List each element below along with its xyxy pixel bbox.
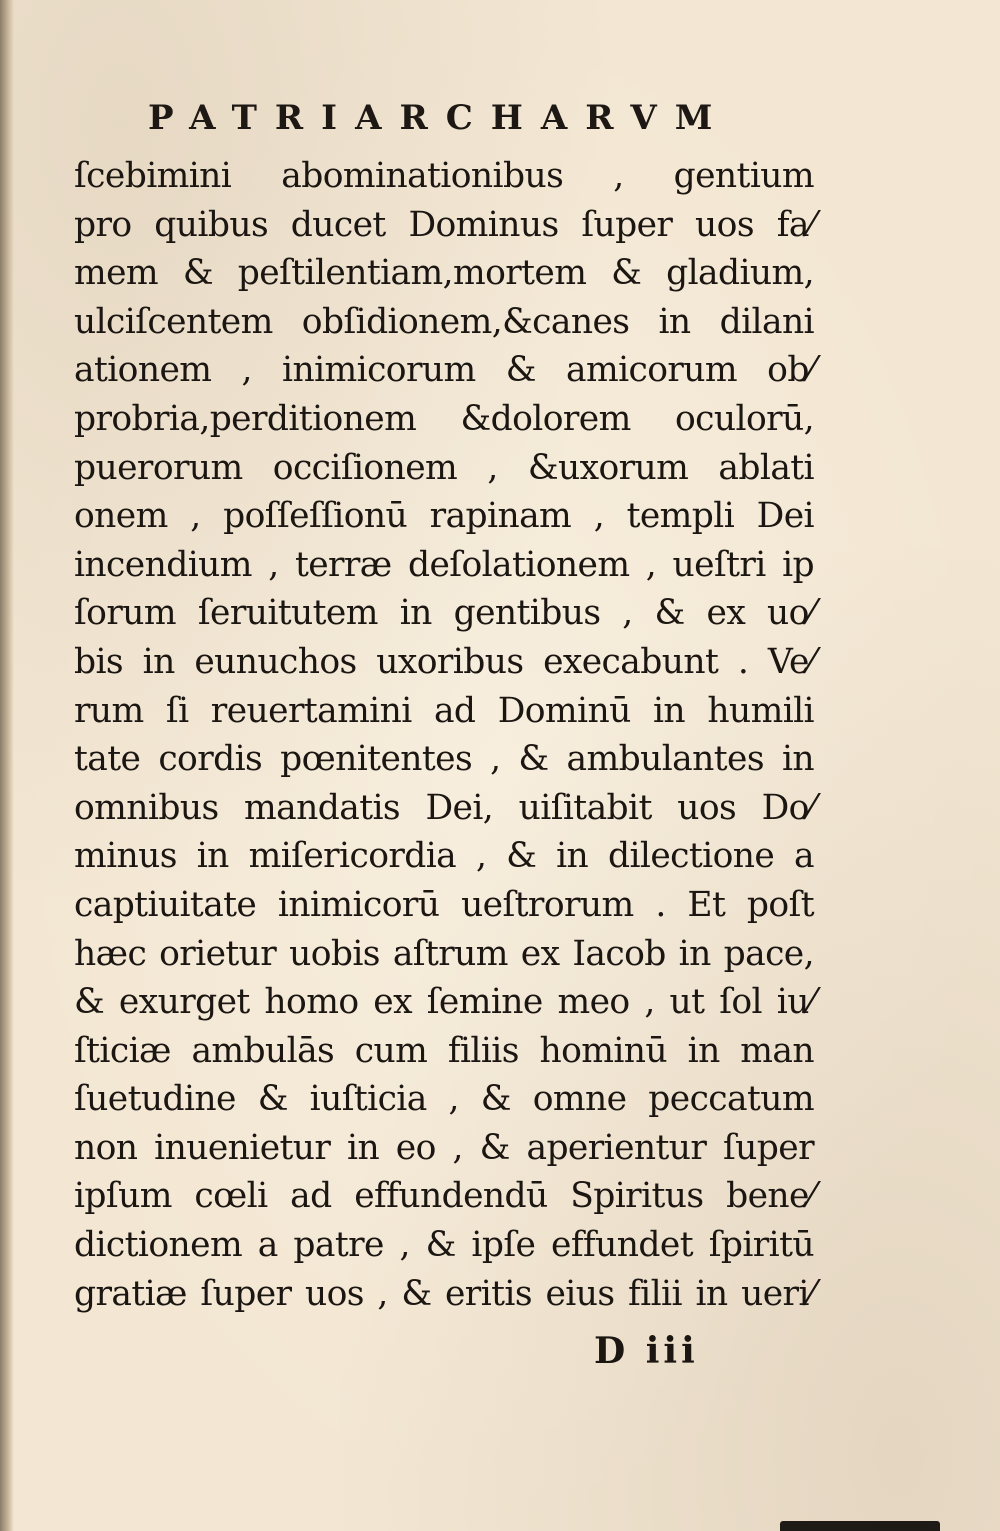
text-line: ſcebimini abominationibus , gentium bbox=[74, 156, 814, 196]
text-line: probria,perditionem &dolorem oculorū, bbox=[74, 398, 814, 439]
page-edge-shadow bbox=[780, 1521, 940, 1531]
text-line: dictionem a patre , & ipſe effundet ſpiritū bbox=[74, 1225, 814, 1266]
text-line: rum ſi reuertamini ad Dominū in humili bbox=[74, 690, 814, 731]
text-line: captiuitate inimicorū ueſtrorum . Et poſt bbox=[74, 884, 814, 925]
binding-gutter bbox=[0, 0, 14, 1531]
text-line: incendium , terræ deſolationem , ueſtri ip bbox=[74, 544, 814, 585]
text-line: puerorum occiſionem , &uxorum ablati bbox=[74, 447, 814, 488]
text-line: pro quibus ducet Dominus ſuper uos fa⁄ bbox=[74, 204, 814, 245]
text-line: hæc orietur uobis aſtrum ex Iacob in pace, bbox=[74, 933, 814, 974]
text-line: tate cordis pœnitentes , & ambulantes in bbox=[74, 739, 814, 780]
text-line: mem & peſtilentiam,mortem & gladium, bbox=[74, 253, 814, 294]
running-head: PATRIARCHARVM bbox=[148, 98, 731, 138]
text-line: ſorum ſeruitutem in gentibus , & ex uo⁄ bbox=[74, 593, 814, 634]
text-line: & exurget homo ex ſemine meo , ut ſol iu⁄ bbox=[74, 982, 814, 1023]
text-line: ſuetudine & iuſticia , & omne peccatum bbox=[74, 1079, 814, 1120]
text-line: ipſum cœli ad effundendū Spiritus bene⁄ bbox=[74, 1176, 814, 1217]
text-line: gratiæ ſuper uos , & eritis eius filii in ueri⁄ bbox=[74, 1273, 814, 1314]
text-line: minus in miſericordia , & in dilectione a bbox=[74, 836, 814, 877]
text-line: ſticiæ ambulās cum filiis hominū in man bbox=[74, 1030, 814, 1071]
signature-mark: D iii bbox=[594, 1330, 699, 1372]
text-line: non inuenietur in eo , & aperientur ſuper bbox=[74, 1127, 814, 1168]
text-line: bis in eunuchos uxoribus execabunt . Ve⁄ bbox=[74, 641, 814, 682]
text-line: onem , poſſeſſionū rapinam , templi Dei bbox=[74, 496, 814, 537]
text-line: ationem , inimicorum & amicorum ob⁄ bbox=[74, 350, 814, 391]
body-text bbox=[74, 152, 814, 1318]
text-line: ulciſcentem obſidionem,&canes in dilani bbox=[74, 301, 814, 342]
text-line: omnibus mandatis Dei, uiſitabit uos Do⁄ bbox=[74, 787, 814, 828]
